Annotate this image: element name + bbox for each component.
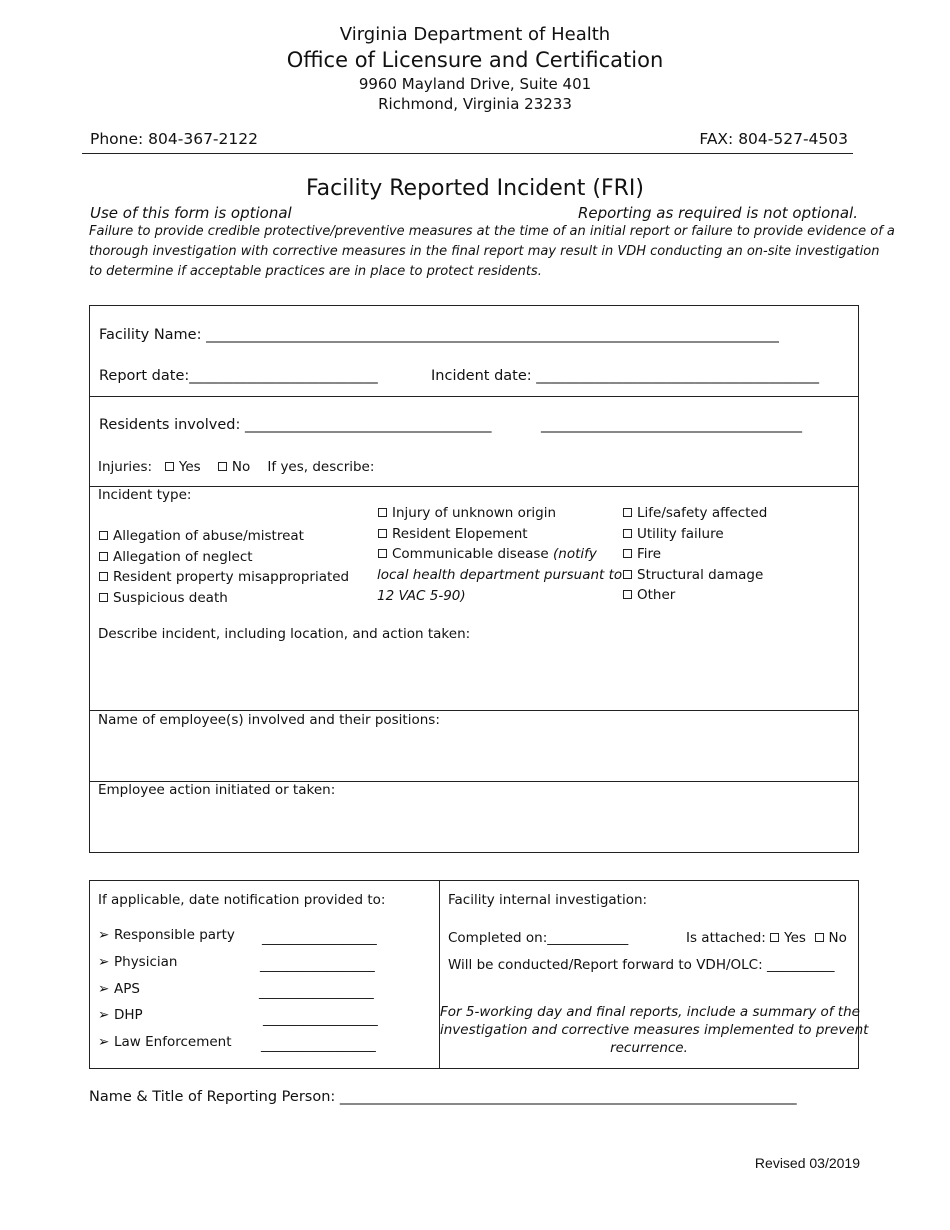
checkbox[interactable] bbox=[378, 529, 387, 538]
checkbox[interactable] bbox=[378, 508, 387, 517]
option-label: Life/safety affected bbox=[637, 505, 768, 521]
conducted-line[interactable]: __________ bbox=[766, 957, 835, 973]
incident-type-option[interactable] bbox=[623, 526, 724, 542]
checkbox[interactable] bbox=[623, 570, 632, 579]
checkbox[interactable] bbox=[623, 529, 632, 538]
residents-line-1[interactable]: __________________________________ bbox=[245, 417, 492, 433]
arrow-bullet-icon: ➢ bbox=[98, 981, 110, 997]
checkbox[interactable] bbox=[623, 508, 632, 517]
arrow-bullet-icon: ➢ bbox=[98, 1007, 110, 1023]
notification-date-line[interactable]: _________________ bbox=[261, 1037, 376, 1053]
divider-1 bbox=[89, 396, 859, 397]
option-label: Suspicious death bbox=[113, 590, 228, 606]
phone-number: Phone: 804-367-2122 bbox=[90, 130, 258, 148]
incident-type-option[interactable] bbox=[99, 590, 228, 606]
incident-type-option[interactable] bbox=[623, 505, 767, 521]
fax-number: FAX: 804-527-4503 bbox=[699, 130, 848, 148]
facility-name-field[interactable] bbox=[99, 327, 779, 343]
incident-type-option[interactable] bbox=[378, 505, 556, 521]
reporter-line[interactable]: _______________________________________________________________ bbox=[339, 1089, 797, 1105]
checkbox[interactable] bbox=[99, 572, 108, 581]
party-label: Law Enforcement bbox=[114, 1034, 232, 1050]
divider-2 bbox=[89, 486, 859, 487]
injuries-row bbox=[98, 459, 374, 475]
injuries-yes-label: Yes bbox=[178, 459, 201, 475]
is-attached-row bbox=[686, 930, 847, 946]
checkbox[interactable] bbox=[99, 593, 108, 602]
option-label: Resident Elopement bbox=[392, 526, 528, 542]
investigation-note-1: For 5-working day and final reports, include a summary of the bbox=[440, 1004, 860, 1020]
notification-heading: If applicable, date notification provided to: bbox=[98, 892, 386, 908]
option-label: Injury of unknown origin bbox=[392, 505, 557, 521]
incident-type-option[interactable] bbox=[99, 528, 304, 544]
incident-type-option[interactable] bbox=[378, 526, 528, 542]
notification-party-row bbox=[98, 981, 140, 997]
arrow-bullet-icon: ➢ bbox=[98, 954, 110, 970]
employee-action-label: Employee action initiated or taken: bbox=[98, 782, 336, 798]
dept-name: Virginia Department of Health bbox=[339, 24, 611, 45]
party-label: DHP bbox=[114, 1007, 143, 1023]
incident-type-option[interactable] bbox=[623, 567, 763, 583]
facility-name-label: Facility Name: bbox=[99, 327, 202, 343]
address-line-1: 9960 Mayland Drive, Suite 401 bbox=[358, 75, 592, 93]
incident-date-label: Incident date: bbox=[431, 368, 532, 384]
employees-involved-label: Name of employee(s) involved and their positions: bbox=[98, 712, 440, 728]
notification-date-line[interactable]: _________________ bbox=[259, 984, 374, 1000]
attached-yes-label: Yes bbox=[784, 930, 806, 946]
option-note-line-3: 12 VAC 5-90) bbox=[377, 588, 466, 604]
attached-no-checkbox[interactable] bbox=[815, 933, 824, 942]
option-label: Resident property misappropriated bbox=[113, 569, 350, 585]
notification-party-row bbox=[98, 1034, 232, 1050]
incident-date-line[interactable]: _______________________________________ bbox=[536, 368, 820, 384]
checkbox[interactable] bbox=[623, 549, 632, 558]
facility-name-line[interactable]: _______________________________________________________________________________ bbox=[206, 327, 779, 343]
investigation-note-3: recurrence. bbox=[610, 1040, 688, 1056]
injuries-label: Injuries: bbox=[98, 459, 153, 475]
attached-no-label: No bbox=[828, 930, 847, 946]
residents-field[interactable] bbox=[99, 417, 492, 433]
notification-date-line[interactable]: _________________ bbox=[260, 957, 375, 973]
describe-incident-label: Describe incident, including location, and action taken: bbox=[98, 626, 471, 642]
notification-date-line[interactable]: _________________ bbox=[263, 1011, 378, 1027]
incident-type-option[interactable] bbox=[378, 546, 597, 562]
investigation-heading: Facility internal investigation: bbox=[448, 892, 648, 908]
party-label: Physician bbox=[114, 954, 178, 970]
completed-on-line[interactable]: ____________ bbox=[547, 930, 629, 946]
reporter-label: Name & Title of Reporting Person: bbox=[89, 1089, 336, 1105]
option-label: Utility failure bbox=[637, 526, 724, 542]
option-note-line-2: local health department pursuant to bbox=[377, 567, 623, 583]
required-note: Reporting as required is not optional. bbox=[577, 204, 858, 222]
party-label: APS bbox=[114, 981, 140, 997]
address-line-2: Richmond, Virginia 23233 bbox=[378, 95, 572, 113]
arrow-bullet-icon: ➢ bbox=[98, 927, 110, 943]
option-label: Allegation of abuse/mistreat bbox=[113, 528, 304, 544]
warning-line-1: Failure to provide credible protective/preventive measures at the time of an initial report or failure to provide evidence of a bbox=[89, 224, 895, 239]
optional-note: Use of this form is optional bbox=[90, 204, 292, 222]
option-label: Other bbox=[637, 587, 676, 603]
injuries-no-label: No bbox=[231, 459, 251, 475]
injuries-yes-checkbox[interactable] bbox=[165, 462, 174, 471]
report-date-label: Report date: bbox=[99, 368, 190, 384]
conducted-label: Will be conducted/Report forward to VDH/OLC: bbox=[448, 957, 763, 973]
option-label: Fire bbox=[637, 546, 662, 562]
residents-line-2[interactable]: ____________________________________ bbox=[541, 417, 802, 433]
option-label: Communicable disease bbox=[392, 546, 549, 562]
checkbox[interactable] bbox=[99, 531, 108, 540]
divider-3 bbox=[89, 710, 859, 711]
incident-type-option[interactable] bbox=[99, 549, 253, 565]
attached-yes-checkbox[interactable] bbox=[770, 933, 779, 942]
investigation-note-2: investigation and corrective measures implemented to prevent bbox=[440, 1022, 869, 1038]
incident-type-option[interactable] bbox=[99, 569, 349, 585]
injuries-describe-label: If yes, describe: bbox=[267, 459, 375, 475]
incident-type-option[interactable] bbox=[623, 546, 661, 562]
notification-party-row bbox=[98, 954, 177, 970]
arrow-bullet-icon: ➢ bbox=[98, 1034, 110, 1050]
notification-date-line[interactable]: _________________ bbox=[262, 930, 377, 946]
completed-on-field[interactable] bbox=[448, 930, 628, 946]
notification-party-row bbox=[98, 1007, 143, 1023]
header-divider bbox=[82, 153, 853, 154]
incident-date-field[interactable] bbox=[431, 368, 819, 384]
residents-label: Residents involved: bbox=[99, 417, 241, 433]
warning-line-3: to determine if acceptable practices are in place to protect residents. bbox=[89, 264, 542, 279]
warning-line-2: thorough investigation with corrective measures in the final report may result in VDH conducting an on-site investigation bbox=[89, 244, 880, 259]
party-label: Responsible party bbox=[114, 927, 235, 943]
office-name: Office of Licensure and Certification bbox=[286, 48, 664, 72]
report-date-line[interactable]: __________________________ bbox=[189, 368, 378, 384]
checkbox[interactable] bbox=[99, 552, 108, 561]
revision-date: Revised 03/2019 bbox=[754, 1155, 860, 1171]
option-label: Allegation of neglect bbox=[113, 549, 253, 565]
report-date-field[interactable] bbox=[99, 368, 378, 384]
checkbox[interactable] bbox=[378, 549, 387, 558]
incident-type-label: Incident type: bbox=[98, 487, 192, 503]
option-label: Structural damage bbox=[637, 567, 764, 583]
notification-party-row bbox=[98, 927, 235, 943]
form-title: Facility Reported Incident (FRI) bbox=[306, 176, 644, 201]
injuries-no-checkbox[interactable] bbox=[218, 462, 227, 471]
conducted-field[interactable] bbox=[448, 957, 834, 973]
completed-on-label: Completed on: bbox=[448, 930, 548, 946]
checkbox[interactable] bbox=[623, 590, 632, 599]
option-note: (notify bbox=[553, 546, 597, 562]
reporter-field[interactable] bbox=[89, 1089, 797, 1105]
is-attached-label: Is attached: bbox=[686, 930, 766, 946]
incident-type-option[interactable] bbox=[623, 587, 675, 603]
